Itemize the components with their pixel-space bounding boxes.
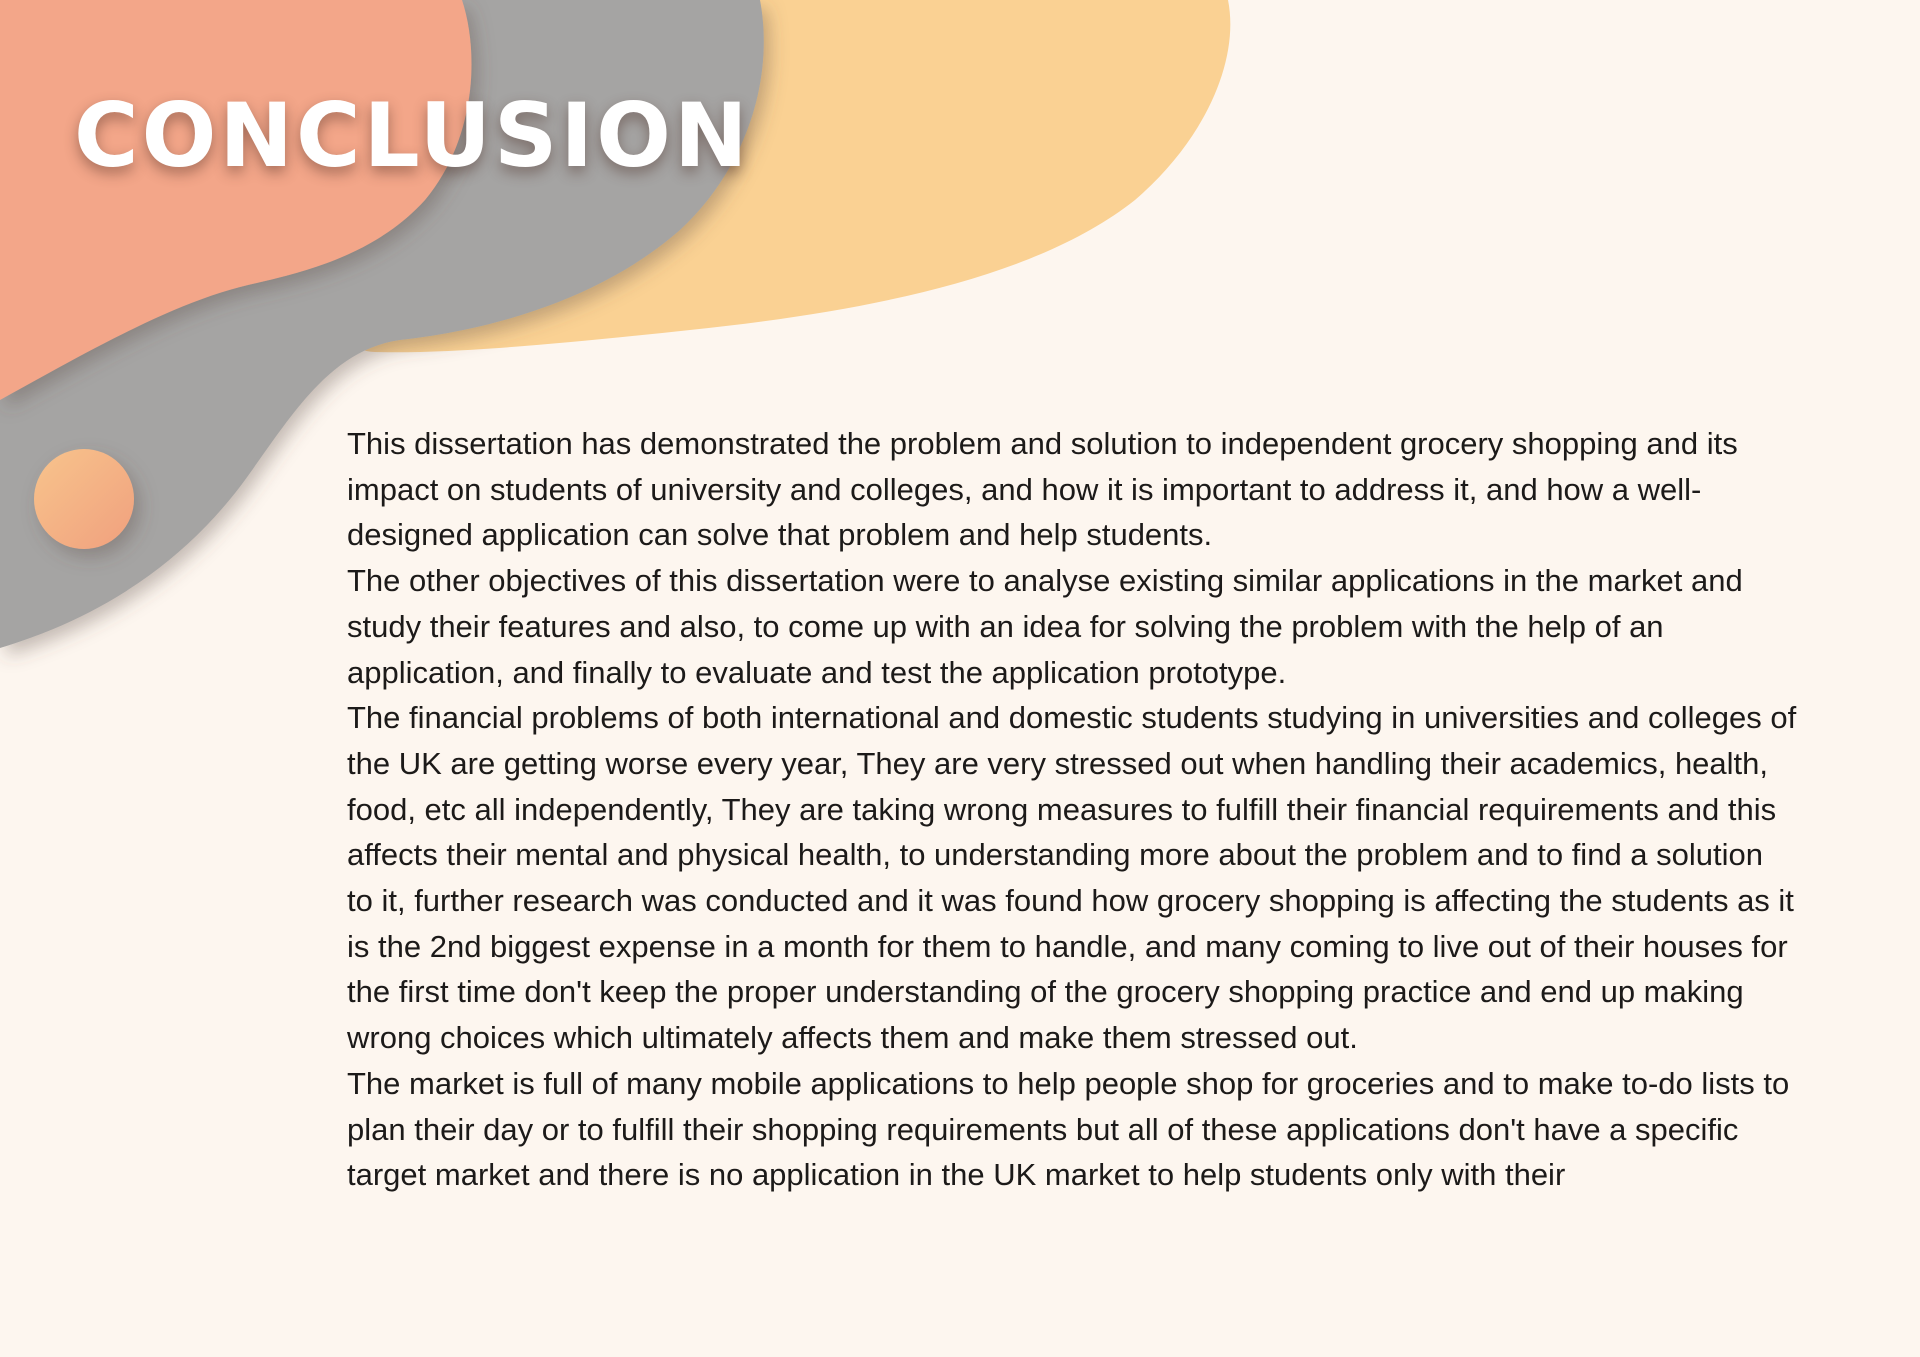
conclusion-body (347, 421, 1797, 1198)
paragraph-4: The market is full of many mobile applications to help people shop for groceries and to make to-do lists to plan their day or to fulfill their shopping requirements but all of these applications don't have a specific target market and there is no application in the UK market to help students only with their (347, 1065, 1790, 1193)
page-title: CONCLUSION (74, 84, 751, 187)
paragraph-3: The financial problems of both international and domestic students studying in universities and colleges of the UK are getting worse every year, They are very stressed out when handling their academics, health, food, etc all independently, They are taking wrong measures to fulfill their financial requirements and this affects their mental and physical health, to understanding more about the problem and to find a solution to it, further research was conducted and it was found how grocery shopping is affecting the students as it is the 2nd biggest expense in a month for them to handle, and many coming to live out of their houses for the first time don't keep the proper understanding of the grocery shopping practice and end up making wrong choices which ultimately affects them and make them stressed out. (347, 700, 1797, 1056)
paragraph-2: The other objectives of this dissertation were to analyse existing similar applications in the market and study their features and also, to come up with an idea for solving the problem with the help of an application, and finally to evaluate and test the application prototype. (347, 563, 1743, 690)
decorative-circle (34, 449, 134, 549)
paragraph-1: This dissertation has demonstrated the problem and solution to independent grocery shopping and its impact on students of university and colleges, and how it is important to address it, and how a well-designed application can solve that problem and help students. (347, 426, 1738, 553)
